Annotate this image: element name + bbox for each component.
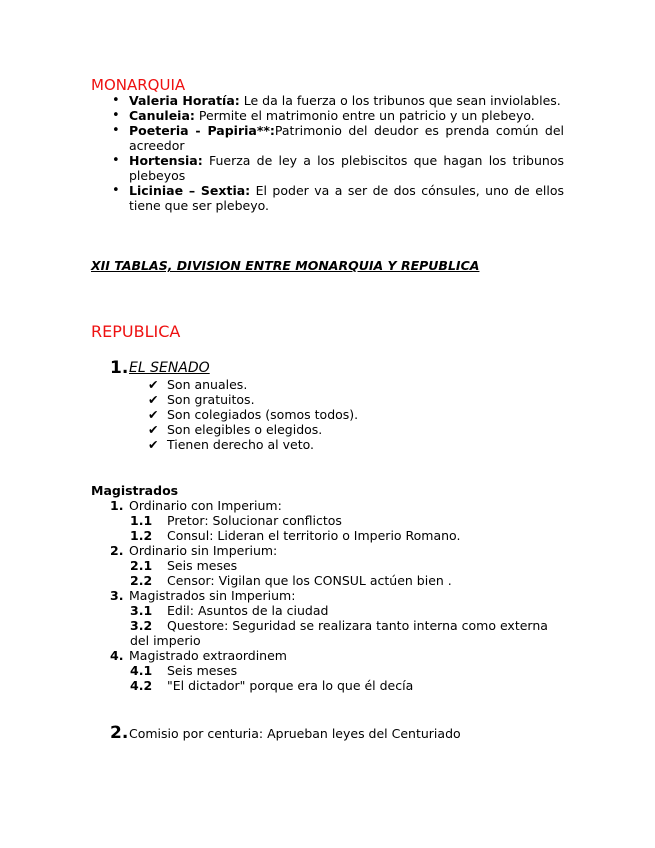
magistrados-sub-item (130, 663, 237, 678)
group-label: Magistrado extraordinem (129, 648, 287, 663)
xii-tablas-heading: XII TABLAS, DIVISION ENTRE MONARQUIA Y REPUBLICA (91, 258, 480, 273)
list-item (110, 108, 564, 123)
check-mark-icon: ✔ (148, 392, 159, 407)
sub-text: "El dictador" porque era lo que él decía (167, 678, 414, 693)
sub-number: 1.1 (130, 513, 153, 528)
sub-number: 4.1 (130, 663, 153, 678)
magistrados-sub-item (130, 528, 460, 543)
senado-title: EL SENADO (129, 360, 210, 376)
sub-text: Questore: Seguridad se realizara tanto interna como externa del imperio (130, 618, 548, 648)
list-item (110, 183, 564, 213)
law-term: Canuleia: (129, 108, 195, 123)
check-mark-icon: ✔ (148, 437, 159, 452)
sub-text: Seis meses (167, 663, 238, 678)
senado-item-text: Son gratuitos. (167, 392, 255, 407)
list-item (148, 377, 358, 392)
magistrados-sub-item (130, 678, 413, 693)
magistrados-heading: Magistrados (91, 483, 179, 498)
law-term: Poeteria - Papiria**: (129, 123, 275, 138)
sub-number: 3.1 (130, 603, 153, 618)
check-mark-icon: ✔ (148, 407, 159, 422)
law-term: Valeria Horatía: (129, 93, 240, 108)
republica-heading: REPUBLICA (91, 322, 181, 341)
law-term: Hortensia: (129, 153, 203, 168)
magistrados-group (110, 588, 295, 603)
sub-number: 2.1 (130, 558, 153, 573)
sub-number: 4.2 (130, 678, 153, 693)
magistrados-sub-item (130, 558, 237, 573)
sub-number: 1.2 (130, 528, 153, 543)
list-item (110, 93, 564, 108)
magistrados-sub-item (130, 618, 564, 648)
list-item (148, 437, 358, 452)
monarquia-heading: MONARQUIA (91, 76, 186, 94)
sub-number: 3.2 (130, 618, 153, 633)
magistrados-sub-item (130, 513, 342, 528)
senado-item-text: Son anuales. (167, 377, 248, 392)
list-item (110, 153, 564, 183)
group-label: Ordinario con Imperium: (129, 498, 282, 513)
law-description: Permite el matrimonio entre un patricio y un plebeyo. (194, 108, 535, 123)
magistrados-group (110, 498, 282, 513)
senado-list (148, 377, 358, 452)
list-item (110, 123, 564, 153)
law-term: Liciniae – Sextia: (129, 183, 251, 198)
law-description: Fuerza de ley a los plebiscitos que hagan los tribunos plebeyos (129, 153, 564, 183)
magistrados-group (110, 543, 277, 558)
magistrados-group (110, 648, 287, 663)
sub-text: Censor: Vigilan que los CONSUL actúen bien . (167, 573, 452, 588)
sub-text: Seis meses (167, 558, 238, 573)
group-number: 1. (110, 498, 124, 513)
magistrados-sub-item (130, 603, 328, 618)
law-description: El poder va a ser de dos cónsules, uno de ellos tiene que ser plebeyo. (129, 183, 564, 213)
group-number: 4. (110, 648, 124, 663)
list-item (148, 407, 358, 422)
sub-text: Edil: Asuntos de la ciudad (167, 603, 329, 618)
senado-item-text: Tienen derecho al veto. (167, 437, 315, 452)
senado-item-text: Son elegibles o elegidos. (167, 422, 323, 437)
law-description: Le da la fuerza o los tribunos que sean inviolables. (239, 93, 561, 108)
comisio-number: 2. (110, 723, 129, 743)
senado-item-text: Son colegiados (somos todos). (167, 407, 359, 422)
group-number: 3. (110, 588, 124, 603)
check-mark-icon: ✔ (148, 422, 159, 437)
magistrados-sub-item (130, 573, 452, 588)
monarquia-list (110, 93, 564, 213)
list-item (148, 392, 358, 407)
sub-text: Consul: Lideran el territorio o Imperio Romano. (167, 528, 461, 543)
group-number: 2. (110, 543, 124, 558)
sub-number: 2.2 (130, 573, 153, 588)
list-item (148, 422, 358, 437)
check-mark-icon: ✔ (148, 377, 159, 392)
sub-text: Pretor: Solucionar conflictos (167, 513, 342, 528)
senado-number: 1. (110, 358, 129, 378)
comisio-text: Comisio por centuria: Aprueban leyes del Centuriado (129, 726, 461, 741)
group-label: Magistrados sin Imperium: (129, 588, 296, 603)
group-label: Ordinario sin Imperium: (129, 543, 278, 558)
law-description: Patrimonio del deudor es prenda común del acreedor (129, 123, 565, 153)
